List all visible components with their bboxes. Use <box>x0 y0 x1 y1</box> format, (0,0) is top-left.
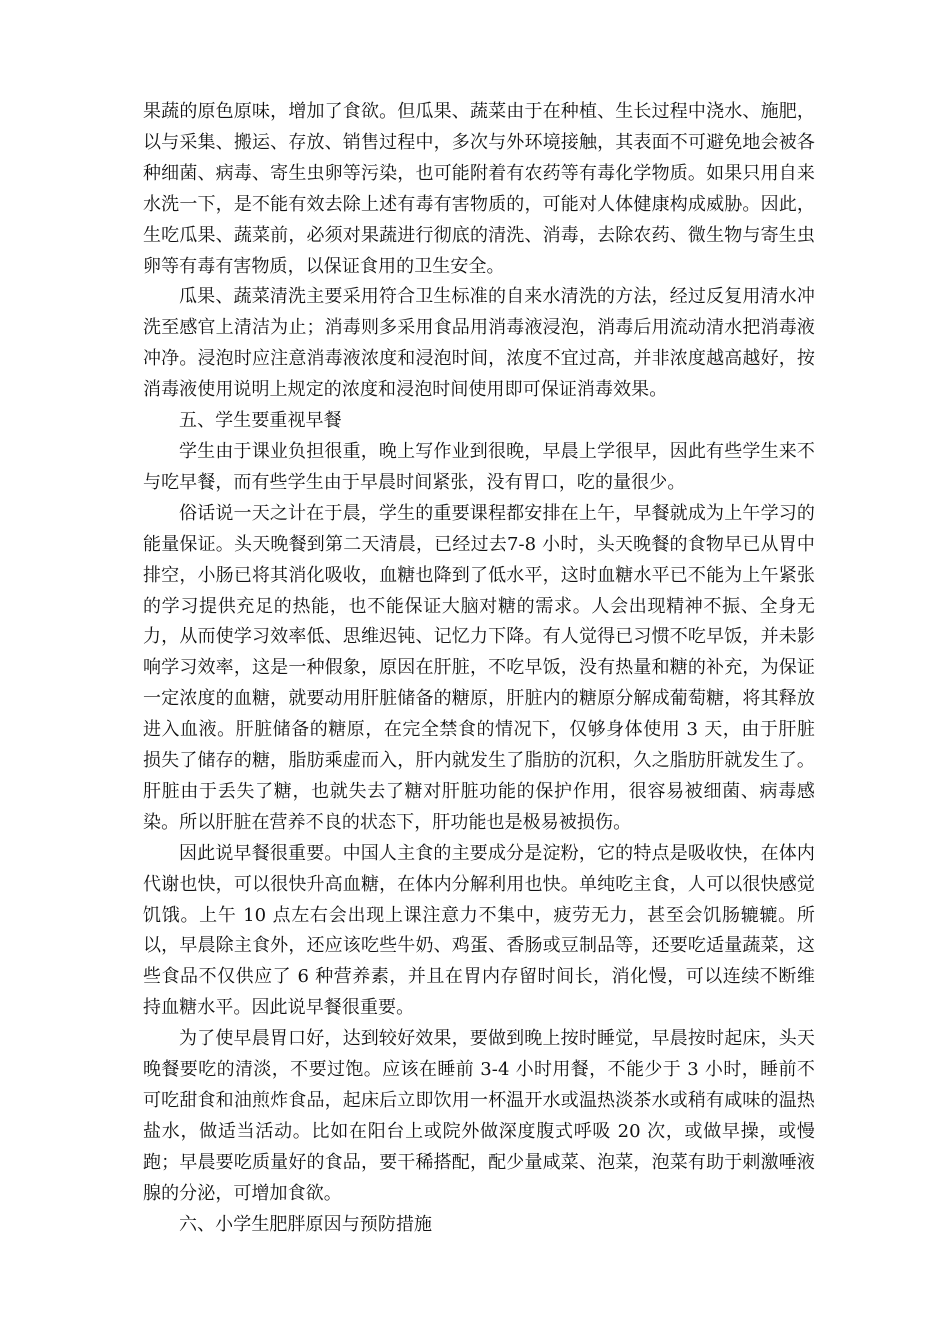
document-page <box>143 97 815 1241</box>
paragraph-breakfast-energy: 俗话说一天之计在于晨，学生的重要课程都安排在上午，早餐就成为上午学习的能量保证。头天晚餐到第二天清晨，已经过去7-8 小时，头天晚餐的食物早已从胃中排空，小肠已将其消化吸收，血糖也降到了低水平，这时血糖水平已不能为上午紧张的学习提供充足的热能，也不能保证大脑对糖的需求。人会出现精神不振、全身无力，从而使学习效率低、思维迟钝、记忆力下降。有人觉得已习惯不吃早饭，并未影响学习效率，这是一种假象，原因在肝脏，不吃早饭，没有热量和糖的补充，为保证一定浓度的血糖，就要动用肝脏储备的糖原，肝脏内的糖原分解成葡萄糖，将其释放进入血液。肝脏储备的糖原，在完全禁食的情况下，仅够身体使用 3 天，由于肝脏损失了储存的糖，脂肪乘虚而入，肝内就发生了脂肪的沉积，久之脂肪肝就发生了。肝脏由于丢失了糖，也就失去了糖对肝脏功能的保护作用，很容易被细菌、病毒感染。所以肝脏在营养不良的状态下，肝功能也是极易被损伤。 <box>143 502 815 833</box>
section-heading-breakfast: 五、学生要重视早餐 <box>179 410 342 432</box>
paragraph-breakfast-tips: 为了使早晨胃口好，达到较好效果，要做到晚上按时睡觉，早晨按时起床，头天晚餐要吃的清淡，不要过饱。应该在睡前 3-4 小时用餐，不能少于 3 小时，睡前不可吃甜食和油煎炸食品，起床后立即饮用一杯温开水或温热淡茶水或稍有咸味的温热盐水，做适当活动。比如在阳台上或院外做深度腹式呼吸 20 次，或做早操，或慢跑；早晨要吃质量好的食品，要干稀搭配，配少量咸菜、泡菜，泡菜有助于刺激唾液腺的分泌，可增加食欲。 <box>143 1028 815 1204</box>
paragraph-breakfast-intro: 学生由于课业负担很重，晚上写作业到很晚，早晨上学很早，因此有些学生来不与吃早餐，而有些学生由于早晨时间紧张，没有胃口，吃的量很少。 <box>143 440 815 493</box>
section-heading-obesity: 六、小学生肥胖原因与预防措施 <box>179 1213 433 1235</box>
paragraph-fruit-hygiene: 果蔬的原色原味，增加了食欲。但瓜果、蔬菜由于在种植、生长过程中浇水、施肥，以与采集、搬运、存放、销售过程中，多次与外环境接触，其表面不可避免地会被各种细菌、病毒、寄生虫卵等污染，也可能附着有农药等有毒化学物质。如果只用自来水洗一下，是不能有效去除上述有毒有害物质的，可能对人体健康构成威胁。因此，生吃瓜果、蔬菜前，必须对果蔬进行彻底的清洗、消毒，去除农药、微生物与寄生虫卵等有毒有害物质，以保证食用的卫生安全。 <box>143 101 815 277</box>
paragraph-cleaning-method: 瓜果、蔬菜清洗主要采用符合卫生标准的自来水清洗的方法，经过反复用清水冲洗至感官上清洁为止；消毒则多采用食品用消毒液浸泡，消毒后用流动清水把消毒液冲净。浸泡时应注意消毒液浓度和浸泡时间，浓度不宜过高，并非浓度越高越好，按消毒液使用说明上规定的浓度和浸泡时间使用即可保证消毒效果。 <box>143 286 815 401</box>
paragraph-breakfast-importance: 因此说早餐很重要。中国人主食的主要成分是淀粉，它的特点是吸收快，在体内代谢也快，可以很快升高血糖，在体内分解利用也快。单纯吃主食，人可以很快感觉饥饿。上午 10 点左右会出现上课注意力不集中，疲劳无力，甚至会饥肠辘辘。所以，早晨除主食外，还应该吃些牛奶、鸡蛋、香肠或豆制品等，还要吃适量蔬菜，这些食品不仅供应了 6 种营养素，并且在胃内存留时间长，消化慢，可以连续不断维持血糖水平。因此说早餐很重要。 <box>143 842 815 1019</box>
